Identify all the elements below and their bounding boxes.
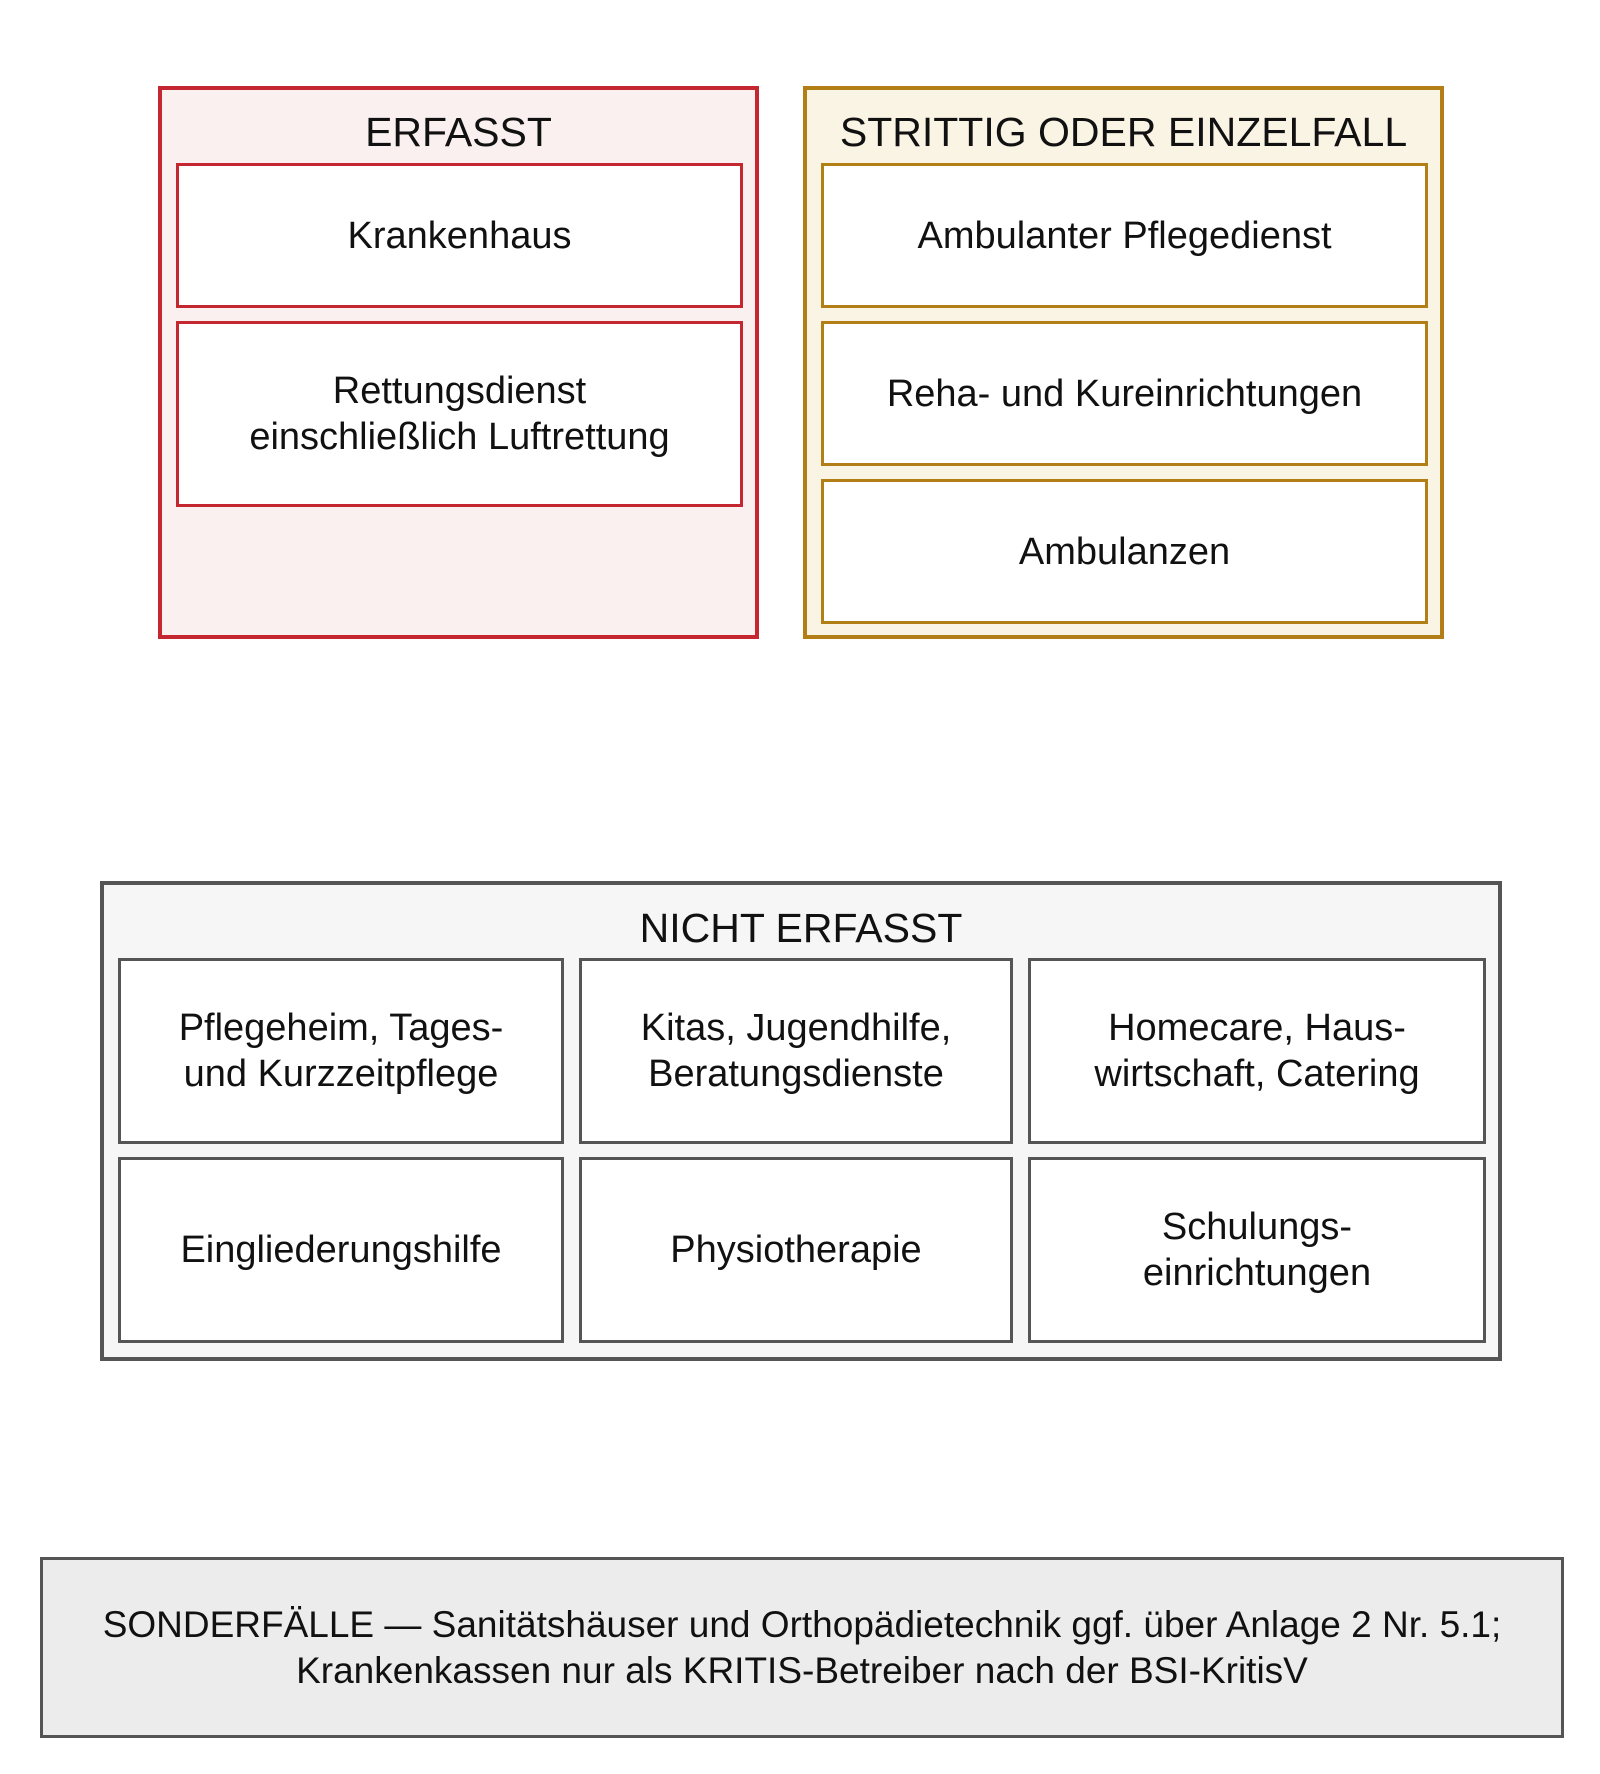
box-ambulanzen: Ambulanzen	[821, 479, 1428, 624]
group-title-erfasst: ERFASST	[365, 109, 552, 155]
box-rettungsdienst: Rettungsdienst einschließlich Luftrettung	[176, 321, 743, 507]
group-strittig	[803, 86, 1444, 639]
group-nicht-erfasst	[100, 881, 1502, 1361]
box-schulungseinrichtungen: Schulungs- einrichtungen	[1028, 1157, 1486, 1343]
box-eingliederungshilfe: Eingliederungshilfe	[118, 1157, 564, 1343]
group-erfasst	[158, 86, 759, 639]
box-sonderfaelle: SONDERFÄLLE — Sanitätshäuser und Orthopädietechnik ggf. über Anlage 2 Nr. 5.1; Krankenkassen nur als KRITIS-Betreiber nach der BSI-KritisV	[40, 1557, 1564, 1738]
box-ambulanter-pflegedienst: Ambulanter Pflegedienst	[821, 163, 1428, 308]
group-title-strittig: STRITTIG ODER EINZELFALL	[839, 109, 1408, 155]
box-reha-kureinrichtungen: Reha- und Kureinrichtungen	[821, 321, 1428, 466]
box-physiotherapie: Physiotherapie	[579, 1157, 1013, 1343]
box-pflegeheim: Pflegeheim, Tages- und Kurzzeitpflege	[118, 958, 564, 1144]
box-krankenhaus: Krankenhaus	[176, 163, 743, 308]
box-kitas: Kitas, Jugendhilfe, Beratungsdienste	[579, 958, 1013, 1144]
box-homecare: Homecare, Haus- wirtschaft, Catering	[1028, 958, 1486, 1144]
group-title-nicht-erfasst: NICHT ERFASST	[639, 905, 963, 951]
